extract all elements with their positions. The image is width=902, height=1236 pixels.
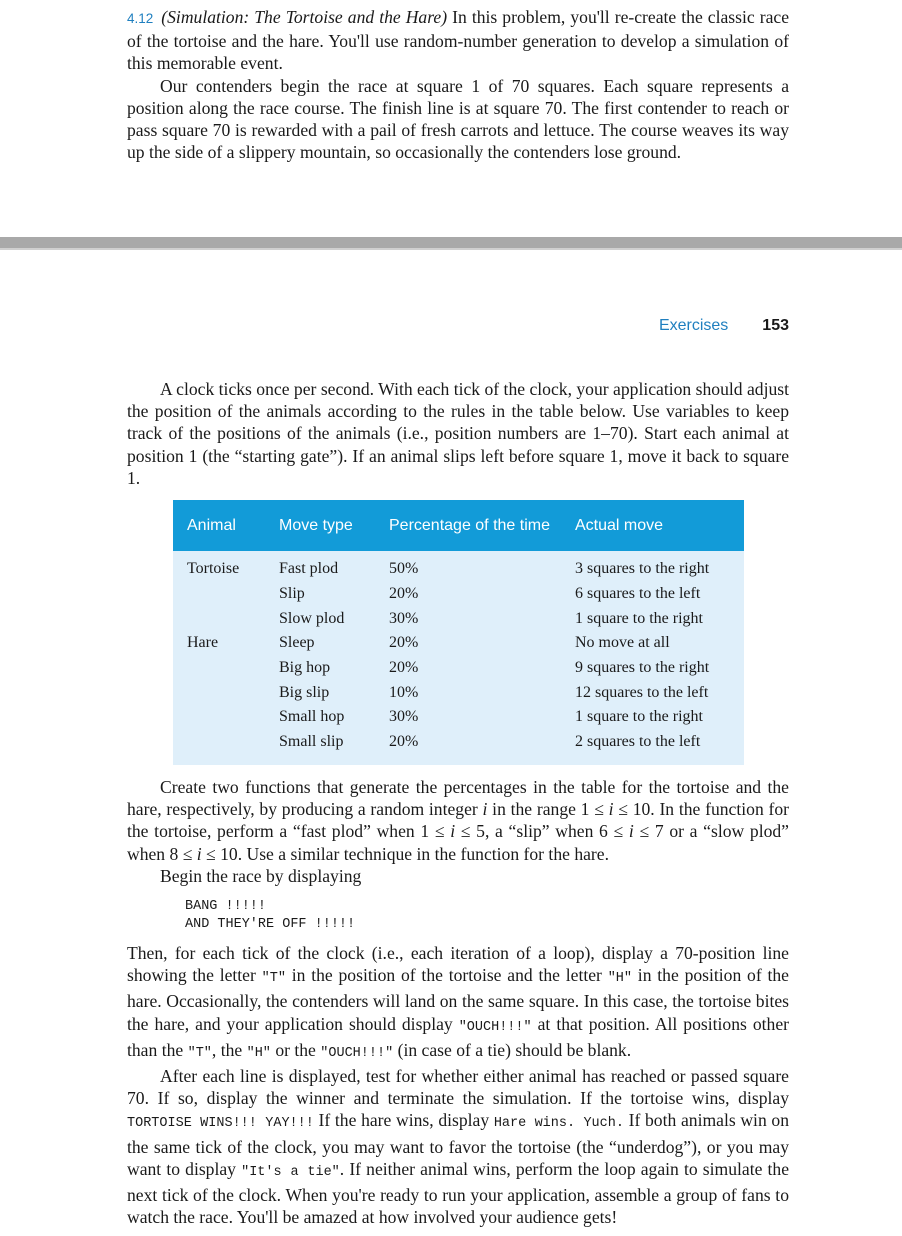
table-row <box>173 631 744 656</box>
cell-percentage: 30% <box>375 606 561 631</box>
cell-move-type: Slip <box>265 582 375 607</box>
cell-move-type: Fast plod <box>265 551 375 582</box>
cell-animal <box>173 730 265 765</box>
tick-section <box>127 942 789 1228</box>
cell-actual-move: 1 square to the right <box>561 606 744 631</box>
exercise-number: 4.12 <box>127 11 154 26</box>
after-paragraph <box>127 1065 789 1228</box>
clock-section <box>127 378 789 489</box>
page-number: 153 <box>762 317 789 334</box>
cell-actual-move: No move at all <box>561 631 744 656</box>
code-hare-wins: Hare wins. Yuch. <box>493 1116 624 1132</box>
exercise-intro <box>127 6 789 163</box>
header-move-type: Move type <box>265 500 375 551</box>
cell-actual-move: 2 squares to the left <box>561 730 744 765</box>
cell-actual-move: 9 squares to the right <box>561 656 744 681</box>
code-h: "H" <box>607 971 633 987</box>
moves-table <box>173 500 744 765</box>
cell-percentage: 20% <box>375 582 561 607</box>
cell-animal <box>173 680 265 705</box>
text-run: , the <box>211 1039 247 1060</box>
table-row <box>173 582 744 607</box>
text-run: ≤ 5, a “slip” when 6 ≤ <box>455 821 629 842</box>
cell-animal <box>173 582 265 607</box>
cell-animal: Hare <box>173 631 265 656</box>
var-i: i <box>608 799 614 820</box>
table-row <box>173 705 744 730</box>
code-tortoise-wins: TORTOISE WINS!!! YAY!!! <box>127 1116 314 1132</box>
exercise-intro-text: In this problem, you'll re-create the classic race of the tortoise and the hare. You'll use random-number generation to develop a simulation of this memorable event. <box>127 7 789 74</box>
exercise-intro-paragraph <box>127 6 789 75</box>
text-run: Then, for each tick of the clock (i.e., each iteration of a loop), display a 70-position line showing the letter <box>127 943 789 986</box>
var-i: i <box>628 821 634 842</box>
tick-paragraph <box>127 942 789 1065</box>
header-actual-move: Actual move <box>561 500 744 551</box>
cell-actual-move: 6 squares to the left <box>561 582 744 607</box>
text-run: in the range 1 ≤ <box>487 799 609 820</box>
cell-percentage: 20% <box>375 730 561 765</box>
code-h: "H" <box>246 1045 271 1061</box>
cell-actual-move: 3 squares to the right <box>561 551 744 582</box>
text-run: in the position of the tortoise and the letter <box>285 965 608 986</box>
code-ouch: "OUCH!!!" <box>320 1045 394 1061</box>
clock-paragraph: A clock ticks once per second. With each tick of the clock, your application should adjust the position of the animals according to the rules in the table below. Use variables to keep track of the positions of the animals (i.e., position numbers are 1–70). Start each animal at position 1 (the “starting gate”). If an animal slips left before square 1, move it back to square 1. <box>127 379 789 488</box>
cell-actual-move: 12 squares to the left <box>561 680 744 705</box>
cell-percentage: 20% <box>375 656 561 681</box>
text-run: ≤ 10. Use a similar technique in the function for the hare. <box>201 843 610 864</box>
code-tie: "It's a tie" <box>241 1164 340 1180</box>
cell-move-type: Big hop <box>265 656 375 681</box>
cell-animal <box>173 705 265 730</box>
table-row <box>173 680 744 705</box>
cell-move-type: Small slip <box>265 730 375 765</box>
cell-animal: Tortoise <box>173 551 265 582</box>
cell-percentage: 50% <box>375 551 561 582</box>
functions-paragraph <box>127 776 789 865</box>
page-divider <box>0 237 902 250</box>
text-run: After each line is displayed, test for whether either animal has reached or passed square 70. If so, display the winner and terminate the simulation. If the tortoise wins, display <box>127 1066 789 1109</box>
text-run: at that position. All positions other than the <box>127 1013 789 1060</box>
code-t: "T" <box>261 971 286 987</box>
var-i: i <box>450 821 456 842</box>
cell-percentage: 30% <box>375 705 561 730</box>
code-block <box>185 898 355 934</box>
cell-percentage: 10% <box>375 680 561 705</box>
code-ouch: "OUCH!!!" <box>458 1019 532 1035</box>
header-animal: Animal <box>173 500 265 551</box>
code-line: AND THEY'RE OFF !!!!! <box>185 917 356 932</box>
cell-animal <box>173 656 265 681</box>
cell-move-type: Small hop <box>265 705 375 730</box>
text-run: ≤ 10. In the function for the tortoise, perform a “fast plod” when 1 ≤ <box>127 799 790 842</box>
text-run: If both animals win on the same tick of the clock, you may want to favor the tortoise (the “underdog”), or you may want to display <box>127 1110 789 1179</box>
text-run: If the hare wins, display <box>313 1110 494 1131</box>
table-row <box>173 551 744 582</box>
header-percentage: Percentage of the time <box>375 500 561 551</box>
exercise-title: (Simulation: The Tortoise and the Hare) <box>161 7 448 27</box>
cell-move-type: Slow plod <box>265 606 375 631</box>
cell-actual-move: 1 square to the right <box>561 705 744 730</box>
var-i: i <box>196 843 202 864</box>
text-run: (in case of a tie) should be blank. <box>393 1039 632 1060</box>
running-head <box>659 317 789 335</box>
table-header-row <box>173 500 744 551</box>
text-run: in the position of the hare. Occasionally, the contenders will land on the same square. In this case, the tortoise bites the hare, and your application should display <box>127 965 789 1034</box>
text-run: ≤ 7 or a “slow plod” when 8 ≤ <box>127 821 789 864</box>
cell-animal <box>173 606 265 631</box>
table-row <box>173 656 744 681</box>
text-run: or the <box>270 1039 321 1060</box>
code-t: "T" <box>187 1045 212 1061</box>
begin-paragraph: Begin the race by displaying <box>160 865 362 886</box>
cell-move-type: Sleep <box>265 631 375 656</box>
functions-section <box>127 776 789 887</box>
text-run: . If neither animal wins, perform the loop again to simulate the next tick of the clock. When you're ready to run your application, assemble a group of fans to watch the race. You'll be amazed at how involved your audience gets! <box>127 1158 790 1228</box>
contenders-paragraph: Our contenders begin the race at square 1 of 70 squares. Each square represents a position along the race course. The finish line is at square 70. The first contender to reach or pass square 70 is rewarded with a pail of fresh carrots and lettuce. The course weaves its way up the side of a slippery mountain, so occasionally the contenders lose ground. <box>127 75 789 163</box>
table-row <box>173 730 744 765</box>
text-run: Create two functions that generate the percentages in the table for the tortoise and the hare, respectively, by producing a random integer <box>127 777 789 820</box>
section-title: Exercises <box>658 317 729 334</box>
cell-percentage: 20% <box>375 631 561 656</box>
table-row <box>173 606 744 631</box>
code-line: BANG !!!!! <box>185 899 267 914</box>
cell-move-type: Big slip <box>265 680 375 705</box>
var-i: i <box>482 799 488 820</box>
